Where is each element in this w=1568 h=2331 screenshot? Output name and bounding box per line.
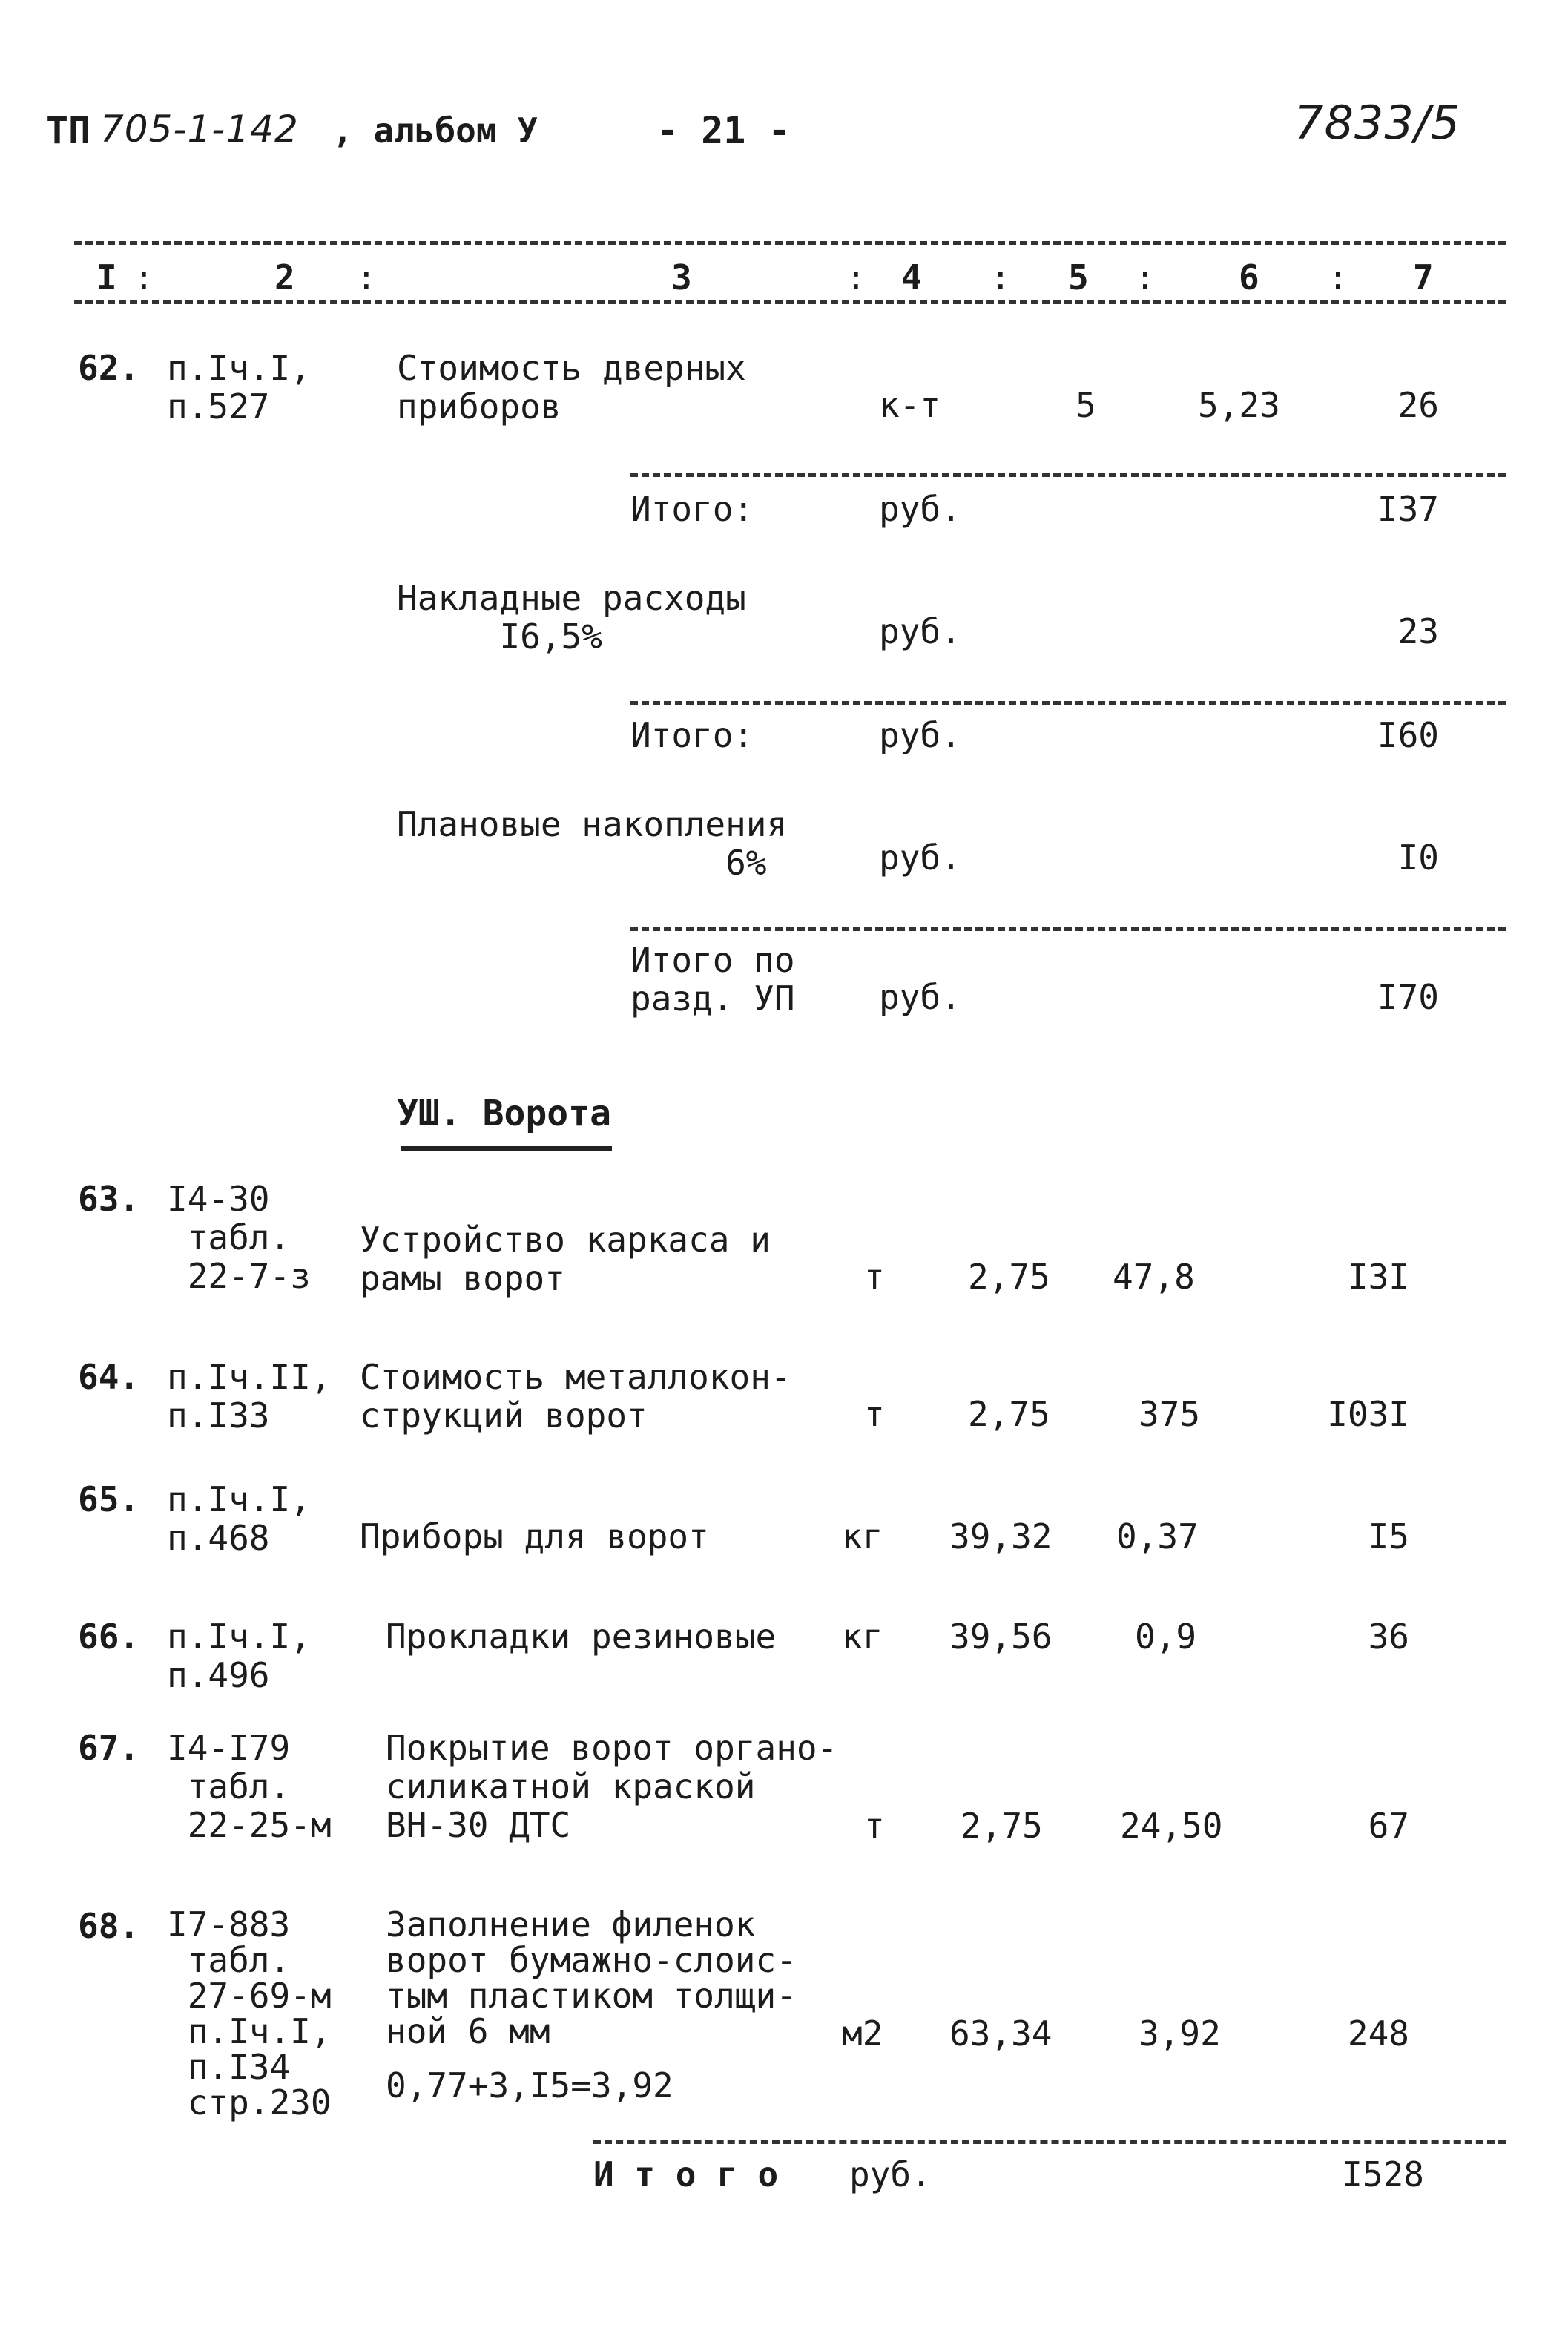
row-description: Прокладки резиновые [386, 1617, 777, 1657]
row-price: 0,37 [1116, 1516, 1199, 1556]
summary-label: Итого: [630, 715, 754, 755]
row-price: 3,92 [1139, 2013, 1221, 2054]
subtotal-rule [630, 701, 1506, 705]
col-header-2: 2 [274, 257, 295, 297]
summary-label: Итого по разд. УП [630, 940, 795, 1019]
row-quantity: 2,75 [968, 1257, 1050, 1297]
row-reference: I4-I79 табл. 22-25-м [167, 1728, 332, 1845]
col-header-3: 3 [671, 257, 692, 297]
col-sep: : [1135, 257, 1156, 297]
row-number: 65. [78, 1479, 140, 1519]
row-total: 36 [1368, 1617, 1409, 1657]
album-label: , альбом У [332, 111, 538, 151]
row-number: 67. [78, 1728, 140, 1768]
summary-total: I60 [1377, 715, 1439, 755]
row-description: Приборы для ворот [360, 1516, 709, 1556]
row-description: Стоимость дверных приборов [397, 348, 746, 427]
row-unit: кг [842, 1617, 883, 1657]
row-reference: п.Iч.I, п.496 [167, 1617, 311, 1695]
row-price-note: 0,77+3,I5=3,92 [386, 2065, 673, 2105]
row-total: I03I [1327, 1394, 1409, 1434]
row-quantity: 2,75 [968, 1394, 1050, 1434]
row-price: 5,23 [1198, 385, 1280, 425]
summary-total: I70 [1377, 977, 1439, 1017]
row-unit: кг [842, 1516, 883, 1556]
summary-unit: руб. [879, 489, 961, 529]
row-price: 47,8 [1113, 1257, 1195, 1297]
col-sep: : [1328, 257, 1348, 297]
row-number: 64. [78, 1357, 140, 1397]
row-number: 68. [78, 1906, 140, 1946]
doc-code: 705-1-142 [100, 108, 299, 151]
doc-prefix: ТП [46, 109, 91, 152]
row-reference: I7-883 табл. 27-69-м п.Iч.I, п.I34 стр.230 [167, 1904, 332, 2123]
row-quantity: 5 [1075, 385, 1096, 425]
row-reference: п.Iч.II, п.I33 [167, 1357, 332, 1436]
doc-number: 7833/5 [1294, 96, 1461, 150]
row-reference: п.Iч.I, п.468 [167, 1479, 311, 1558]
summary-label: Итого: [630, 489, 754, 529]
row-total: I3I [1347, 1257, 1409, 1297]
row-unit: к-т [879, 385, 941, 425]
row-unit: т [864, 1394, 885, 1434]
row-quantity: 2,75 [961, 1806, 1043, 1846]
row-number: 66. [78, 1617, 140, 1657]
row-description: Устройство каркаса и рамы ворот [360, 1220, 771, 1298]
final-total-unit: руб. [849, 2154, 932, 2194]
row-description: Покрытие ворот органо- силикатной краской ВН-30 ДТС [386, 1728, 838, 1845]
header-bottom-rule [74, 300, 1506, 304]
col-header-1: I [96, 257, 117, 297]
col-header-7: 7 [1413, 257, 1434, 297]
summary-label: Накладные расходы I6,5% [397, 578, 746, 657]
col-header-6: 6 [1239, 257, 1259, 297]
row-price: 375 [1139, 1394, 1201, 1434]
row-quantity: 39,32 [949, 1516, 1053, 1556]
row-price: 24,50 [1120, 1806, 1223, 1846]
final-total-rule [593, 2140, 1506, 2144]
row-total: 26 [1397, 385, 1439, 425]
col-header-5: 5 [1068, 257, 1089, 297]
row-unit: м2 [842, 2013, 883, 2054]
row-description: Стоимость металлокон- струкций ворот [360, 1357, 791, 1436]
col-sep: : [356, 257, 377, 297]
final-total-value: I528 [1342, 2154, 1424, 2194]
row-quantity: 63,34 [949, 2013, 1053, 2054]
header-top-rule [74, 241, 1506, 245]
row-total: 248 [1347, 2013, 1409, 2054]
col-header-4: 4 [901, 257, 922, 297]
summary-total: I0 [1397, 838, 1439, 878]
summary-label: Плановые накопления 6% [397, 804, 788, 883]
row-unit: т [864, 1257, 885, 1297]
summary-unit: руб. [879, 611, 961, 651]
summary-total: 23 [1397, 611, 1439, 651]
summary-total: I37 [1377, 489, 1439, 529]
row-number: 63. [78, 1179, 140, 1219]
row-quantity: 39,56 [949, 1617, 1053, 1657]
section-title-underline [401, 1146, 612, 1151]
final-total-label: И т о г о [593, 2154, 779, 2194]
row-number: 62. [78, 348, 140, 388]
row-unit: т [864, 1806, 885, 1846]
section-title: УШ. Ворота [397, 1093, 611, 1134]
row-total: 67 [1368, 1806, 1409, 1846]
summary-unit: руб. [879, 715, 961, 755]
col-sep: : [990, 257, 1011, 297]
row-price: 0,9 [1135, 1617, 1197, 1657]
subtotal-rule [630, 473, 1506, 477]
page-number: - 21 - [656, 109, 791, 152]
row-description: Заполнение филенок ворот бумажно-слоис- тым пластиком толщи- ной 6 мм [386, 1904, 797, 2051]
summary-unit: руб. [879, 838, 961, 878]
summary-unit: руб. [879, 977, 961, 1017]
col-sep: : [846, 257, 866, 297]
subtotal-rule [630, 927, 1506, 931]
row-reference: п.Iч.I, п.527 [167, 348, 311, 427]
row-reference: I4-30 табл. 22-7-з [167, 1179, 311, 1296]
row-total: I5 [1368, 1516, 1409, 1556]
col-sep: : [134, 257, 154, 297]
